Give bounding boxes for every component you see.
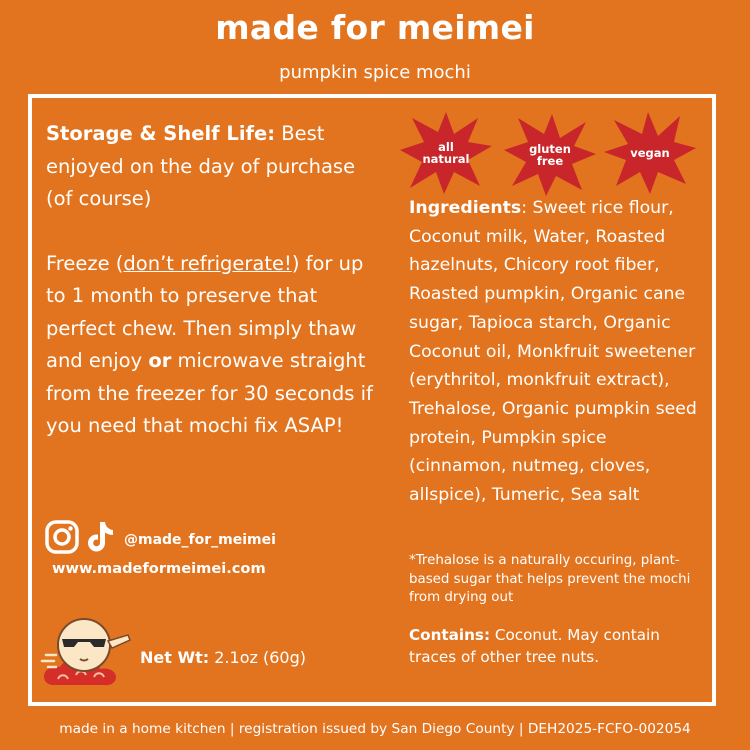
social-handle[interactable]: @made_for_meimei: [124, 532, 276, 548]
product-name: pumpkin spice mochi: [279, 62, 471, 83]
badge-line1: all: [438, 140, 454, 154]
badge-line2: natural: [422, 152, 470, 166]
paragraph-gap: [46, 216, 386, 248]
trehalose-note: *Trehalose is a naturally occuring, plant-based sugar that helps prevent the mochi from drying out: [409, 553, 691, 605]
instagram-icon[interactable]: [44, 519, 80, 555]
storage-underline: don’t refrigerate!: [123, 251, 292, 275]
contains-label: Contains:: [409, 626, 491, 644]
badge-text: [602, 110, 698, 196]
storage-text-1: Best enjoyed on the day of purchase (of course): [46, 122, 356, 210]
badge-line1: gluten: [529, 142, 571, 156]
badge-line1: vegan: [630, 146, 670, 160]
social-row: [44, 518, 276, 556]
badge-line2: free: [536, 154, 564, 168]
storage-heading: Storage & Shelf Life:: [46, 122, 276, 145]
badge-all-natural: [398, 110, 494, 196]
badge-gluten-free: [502, 112, 598, 198]
ingredients-label: Ingredients: [409, 198, 522, 218]
net-weight: [140, 648, 306, 667]
badge-vegan: [602, 110, 698, 196]
badges: [398, 108, 718, 198]
mochi-mascot-icon: [36, 605, 136, 695]
ingredients-section: [409, 194, 709, 510]
ingredients-text: : Sweet rice flour, Coconut milk, Water, Roasted hazelnuts, Chicory root fiber, Roasted pumpkin, Organic cane sugar, Tapioca starch, Organic Coconut oil, Monkfruit sweetener (erythritol, monkfruit extract), Trehalose, Organic pumpkin seed protein, Pumpkin spice (cinnamon, nutmeg, cloves, allspice), Tumeric, Sea salt: [409, 198, 697, 506]
net-weight-value: 2.1oz (60g): [209, 648, 306, 667]
mascot: [36, 605, 136, 699]
storage-text-2a: Freeze (: [46, 251, 124, 275]
tiktok-icon[interactable]: [84, 519, 116, 555]
brand-title: made for meimei: [215, 8, 535, 47]
storage-paragraph-2: [46, 248, 386, 443]
storage-text-2b: ) for up to 1 month to preserve that perfect chew. Then simply thaw and enjoy: [46, 251, 364, 372]
contains-section: [409, 625, 669, 668]
net-weight-label: Net Wt:: [140, 648, 210, 667]
storage-text-2c: microwave straight from the freezer for 30 seconds if you need that mochi fix ASAP!: [46, 349, 373, 437]
storage-section: [46, 118, 386, 443]
badge-text: [502, 112, 598, 198]
storage-paragraph-1: [46, 118, 386, 216]
website-link[interactable]: www.madeformeimei.com: [52, 560, 266, 577]
footer-text: made in a home kitchen | registration issued by San Diego County | DEH2025-FCFO-002054: [59, 721, 691, 737]
badge-text: [398, 110, 494, 196]
storage-bold-or: or: [148, 349, 172, 372]
contains-text: Coconut. May contain traces of other tree nuts.: [409, 626, 660, 666]
